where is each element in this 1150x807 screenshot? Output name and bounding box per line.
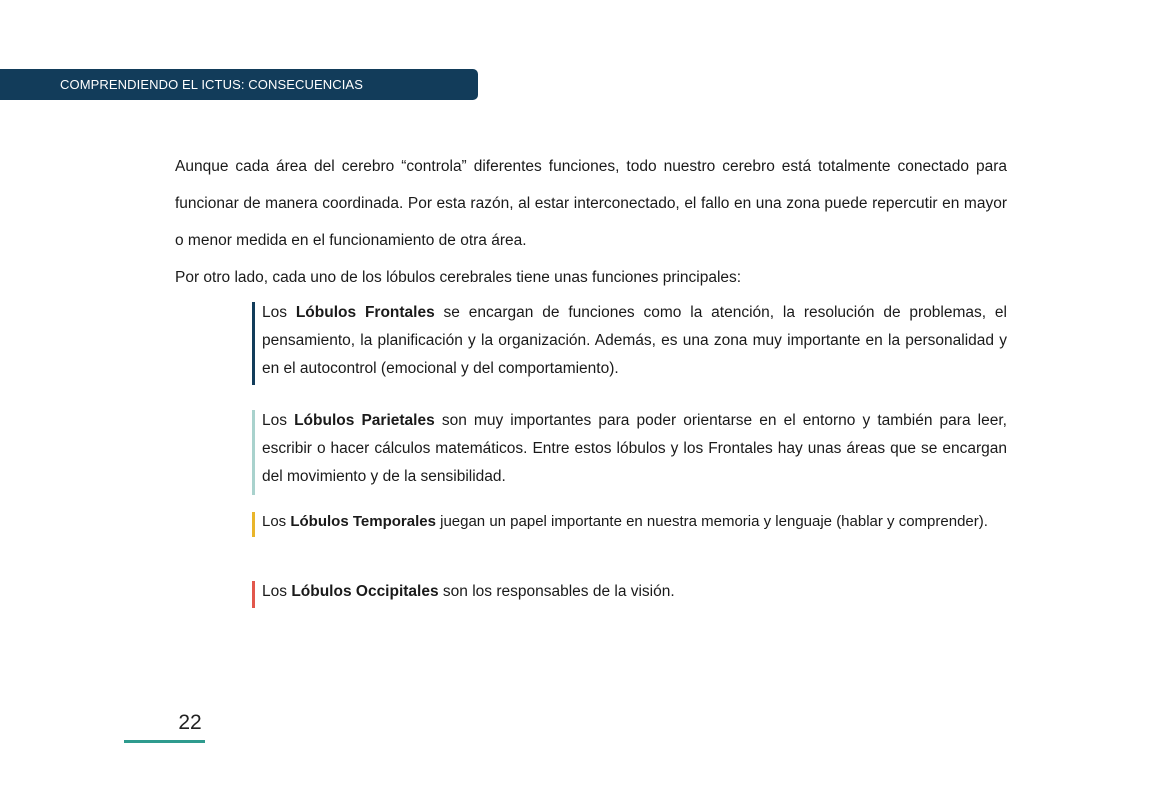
section-title: COMPRENDIENDO EL ICTUS: CONSECUENCIAS — [60, 77, 363, 92]
temporal-accent-bar — [252, 512, 255, 537]
lobe-name-parietal: Lóbulos Parietales — [294, 412, 435, 429]
occipital-accent-bar — [252, 581, 255, 608]
lobe-item-occipital — [252, 578, 1007, 606]
page-number-underline — [124, 740, 205, 743]
intro-paragraph: Aunque cada área del cerebro “controla” diferentes funciones, todo nuestro cerebro está totalmente conectado para funcionar de manera coordinada. Por esta razón, al estar interconectado, el fallo en una zona puede repercutir en mayor o menor medida en el funcionamiento de otra área. — [175, 158, 1007, 249]
lobe-description-frontal: se encargan de funciones como la atención, la resolución de problemas, el pensamiento, la planificación y la organización. Además, es una zona muy importante en la personalidad y en el autocontrol (emocional y del comportamiento). — [262, 304, 1007, 377]
lobe-name-temporal: Lóbulos Temporales — [290, 513, 436, 530]
lobe-name-frontal: Lóbulos Frontales — [295, 304, 435, 321]
lobe-description-temporal: juegan un papel importante en nuestra memoria y lenguaje (hablar y comprender). — [435, 513, 988, 530]
lobe-item-parietal — [252, 407, 1007, 491]
page-number: 22 — [178, 711, 202, 734]
lobe-item-temporal — [252, 509, 1007, 535]
section-header-banner — [0, 69, 478, 100]
lobe-prefix: Los — [262, 304, 296, 321]
parietal-accent-bar — [252, 410, 255, 495]
lobe-prefix: Los — [262, 412, 295, 429]
lobe-name-occipital: Lóbulos Occipitales — [291, 583, 439, 600]
lead-paragraph: Por otro lado, cada uno de los lóbulos cerebrales tiene unas funciones principales: — [175, 269, 742, 286]
lobe-description-occipital: son los responsables de la visión. — [438, 583, 675, 600]
lobe-description-parietal: son muy importantes para poder orientarse en el entorno y también para leer, escribir o hacer cálculos matemáticos. Entre estos lóbulos y los Frontales hay unas áreas que se encargan del movimiento y de la sensibilidad. — [262, 412, 1007, 485]
lobe-prefix: Los — [262, 583, 292, 600]
lobe-prefix: Los — [262, 513, 291, 530]
lobe-item-frontal — [252, 299, 1007, 383]
frontal-accent-bar — [252, 302, 255, 385]
